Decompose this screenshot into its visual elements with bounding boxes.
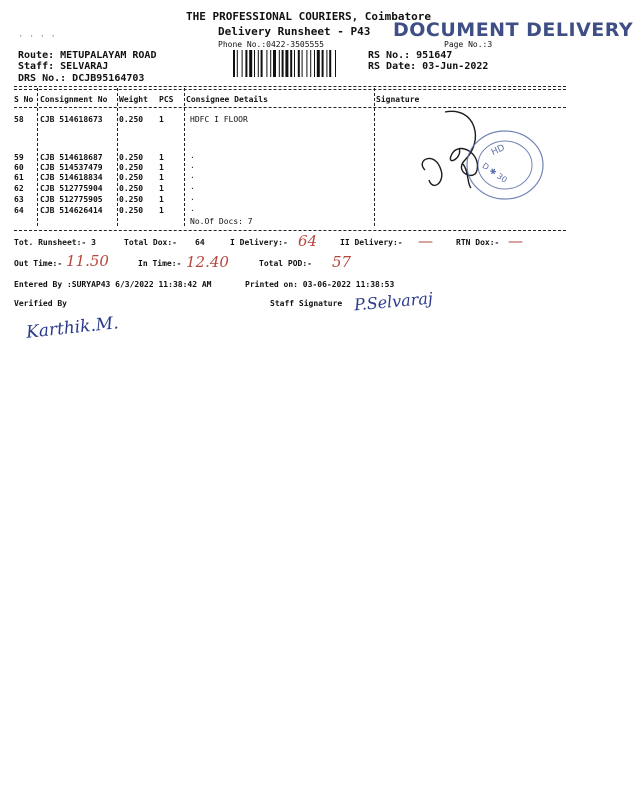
cell-sno: 62 [14,184,24,193]
ii-delivery-label: II Delivery:- [340,238,403,247]
entered-by: Entered By :SURYAP43 6/3/2022 11:38:42 AM [14,280,212,289]
i-delivery-handwritten: 64 [298,232,318,250]
total-dox-value: 64 [195,238,205,247]
staff-signature: P.Selvaraj [353,288,434,315]
cell-sno: 59 [14,153,24,162]
cell-details: . [190,171,195,180]
cell-consignment: CJB 514618673 [40,115,103,124]
col-header-sno: S No [14,95,34,104]
verifier-signature: Karthik.M. [25,313,120,343]
table-top-rule [14,86,566,87]
cell-consignment: CJB 514618687 [40,153,103,162]
out-time-label: Out Time:- [14,259,63,268]
drs-number: DRS No.: DCJB95164703 [18,73,145,84]
svg-text:HD: HD [489,143,507,158]
cell-sno: 58 [14,115,24,124]
cell-weight: 0.250 [119,184,144,193]
cell-pcs: 1 [159,195,164,204]
cell-weight: 0.250 [119,153,144,162]
no-of-docs: No.Of Docs: 7 [190,217,253,226]
i-delivery-label: I Delivery:- [230,238,288,247]
cell-details: . [190,161,195,170]
cell-pcs: 1 [159,153,164,162]
cell-weight: 0.250 [119,163,144,172]
route: Route: METUPALAYAM ROAD [18,50,157,61]
summary-top-rule [14,230,566,231]
cell-consignment: CJB 514537479 [40,163,103,172]
ii-delivery-handwritten: — [418,232,433,250]
col-header-signature: Signature [376,95,420,104]
printed-on: Printed on: 03-06-2022 11:38:53 [245,280,395,289]
in-time-label: In Time:- [138,259,182,268]
in-time-handwritten: 12.40 [186,253,229,271]
tot-runsheet: Tot. Runsheet:- 3 [14,238,96,247]
out-time-handwritten: 11.50 [66,252,109,270]
col-divider [184,88,185,226]
staff-signature-label: Staff Signature [270,299,343,308]
cell-pcs: 1 [159,163,164,172]
col-divider [374,88,375,226]
cell-weight: 0.250 [119,115,144,124]
rtn-dox-handwritten: — [508,232,523,250]
total-dox-label: Total Dox:- [124,238,177,247]
cell-consignment: CJB 512775905 [40,195,103,204]
cell-details: . [190,151,195,160]
cell-details: . [190,193,195,202]
svg-text:D ✱ 30: D ✱ 30 [480,161,509,185]
col-divider [37,88,38,226]
cell-sno: 61 [14,173,24,182]
cell-consignment: CJB 514618834 [40,173,103,182]
cell-pcs: 1 [159,173,164,182]
col-header-consignee: Consignee Details [186,95,268,104]
cell-consignment: CJB 512775904 [40,184,103,193]
document-delivery-stamp: DOCUMENT DELIVERY [393,19,633,41]
cell-pcs: 1 [159,115,164,124]
rs-date: RS Date: 03-Jun-2022 [368,61,489,72]
verified-by-label: Verified By [14,299,67,308]
rs-number: RS No.: 951647 [368,50,453,61]
cell-sno: 64 [14,206,24,215]
col-header-weight: Weight [119,95,148,104]
table-top-rule-2 [14,89,566,90]
staff-name: Staff: SELVARAJ [18,61,109,72]
company-name: THE PROFESSIONAL COURIERS, Coimbatore [186,10,432,23]
cell-weight: 0.250 [119,173,144,182]
cell-pcs: 1 [159,184,164,193]
total-pod-handwritten: 57 [332,253,352,271]
cell-pcs: 1 [159,206,164,215]
barcode [233,50,359,77]
page-number: Page No.:3 [444,40,493,49]
rtn-dox-label: RTN Dox:- [456,238,500,247]
col-divider [117,88,118,226]
cell-details: HDFC I FLOOR [190,115,248,124]
cell-details: . [190,182,195,191]
cell-details: . [190,204,195,213]
cell-sno: 60 [14,163,24,172]
runsheet-title: Delivery Runsheet - P43 [218,25,371,38]
phone-number: Phone No.:0422-3505555 [218,40,324,49]
col-header-pcs: PCS [159,95,174,104]
cell-consignment: CJB 514626414 [40,206,103,215]
cell-weight: 0.250 [119,206,144,215]
cell-sno: 63 [14,195,24,204]
consignee-signature-and-seal [405,100,565,210]
total-pod-label: Total POD:- [259,259,312,268]
col-header-consignment: Consignment No [40,95,108,104]
scan-dots: · · · · [18,32,56,42]
cell-weight: 0.250 [119,195,144,204]
